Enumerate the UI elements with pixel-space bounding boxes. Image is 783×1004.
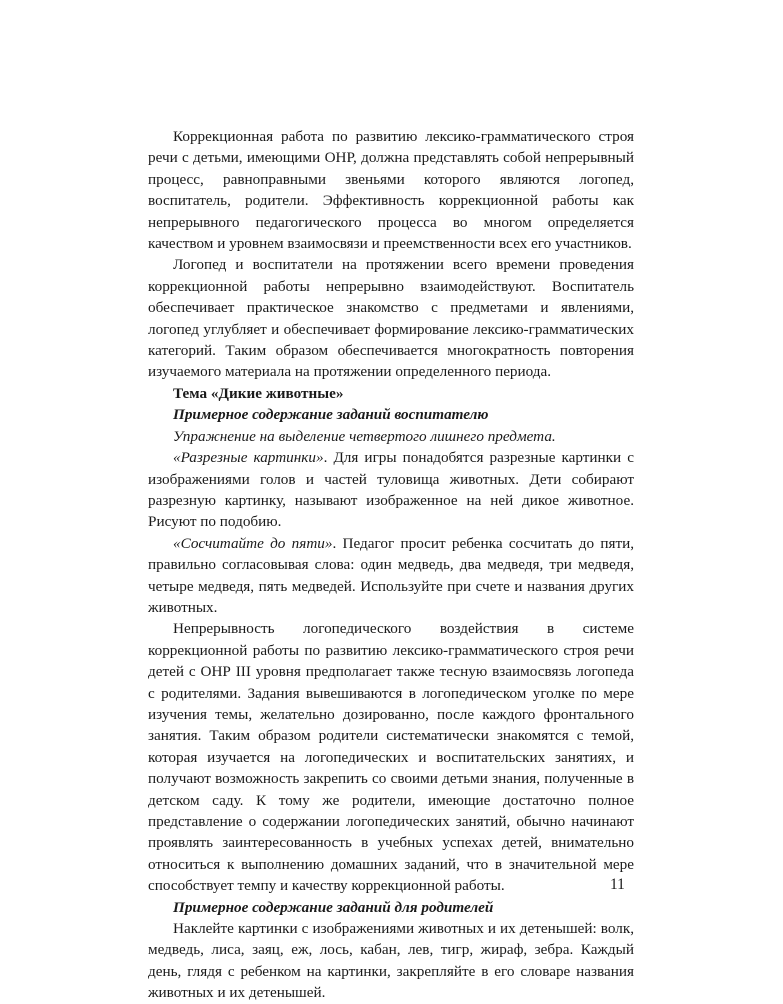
theme-heading: Тема «Дикие животные» <box>173 384 344 402</box>
cut-pictures-title: «Разрезные картинки» <box>173 449 324 467</box>
paragraph-continuity: Непрерывность логопедического воздействия в системе коррекционной работы по развитию лексико-грамматического строя речи детей с ОНР III уровня предполагает также тесную взаимосвязь логопеда с родителями. Задания вывешиваются в логопедическом уголке по мере изучения темы, желательно дозированно, после каждого фронтального занятия. Таким образом родители систематически знакомятся с темой, которая изучается на логопедических и воспитательских занятиях, и получают возможность закрепить со своими детьми знания, полученные в детском саду. К тому же родители, имеющие достаточно полное представление о содержании логопедических занятий, обычно начинают проявлять заинтересованность в учебных успехах детей, внимательно относиться к выполнению домашних заданий, что в значительной мере способствует темпу и качеству коррекционной работы. <box>148 620 634 895</box>
exercise-title: Упражнение на выделение четвертого лишнего предмета. <box>173 427 556 445</box>
count-to-five-text: . Педагог просит ребенка сосчитать до пяти, правильно согласовывая слова: один медведь, два медведя, три медведя, четыре медведя, пять медведей. Используйте при счете и названия других животных. <box>148 534 635 616</box>
paragraph-count-to-five <box>148 533 634 619</box>
educator-tasks-heading: Примерное содержание заданий воспитателю <box>173 406 489 424</box>
page-number: 11 <box>610 876 625 893</box>
parents-tasks-heading: Примерное содержание заданий для родителей <box>173 898 494 916</box>
page-body <box>148 126 634 1004</box>
paragraph-cut-pictures <box>148 447 634 533</box>
paragraph-interaction: Логопед и воспитатели на протяжении всего времени проведения коррекционной работы непрерывно взаимодействуют. Воспитатель обеспечивает практическое знакомство с предметами и явлениями, логопед углубляет и обеспечивает формирование лексико-грамматических категорий. Таким образом обеспечивается многократность повторения изучаемого материала на протяжении определенного периода. <box>148 256 634 381</box>
count-to-five-title: «Сосчитайте до пяти» <box>173 534 333 552</box>
paragraph-intro: Коррекционная работа по развитию лексико-грамматического строя речи с детьми, имеющими ОНР, должна представлять собой непрерывный процесс, равноправными звеньями которого являются логопед, воспитатель, родители. Эффективность коррекционной работы как непрерывного педагогического процесса во многом определяется качеством и уровнем взаимосвязи и преемственности всех его участников. <box>148 128 634 253</box>
paragraph-parents-task: Наклейте картинки с изображениями животных и их детенышей: волк, медведь, лиса, заяц, еж, лось, кабан, лев, тигр, жираф, зебра. Каждый день, глядя с ребенком на картинки, закрепляйте в его словаре названия животных и их детенышей. <box>148 920 634 1002</box>
cut-pictures-text: . Для игры понадобятся разрезные картинки с изображениями голов и частей туловища животных. Дети собирают разрезную картинку, называют изображенное на ней дикое животное. Рисуют по подобию. <box>148 449 634 531</box>
